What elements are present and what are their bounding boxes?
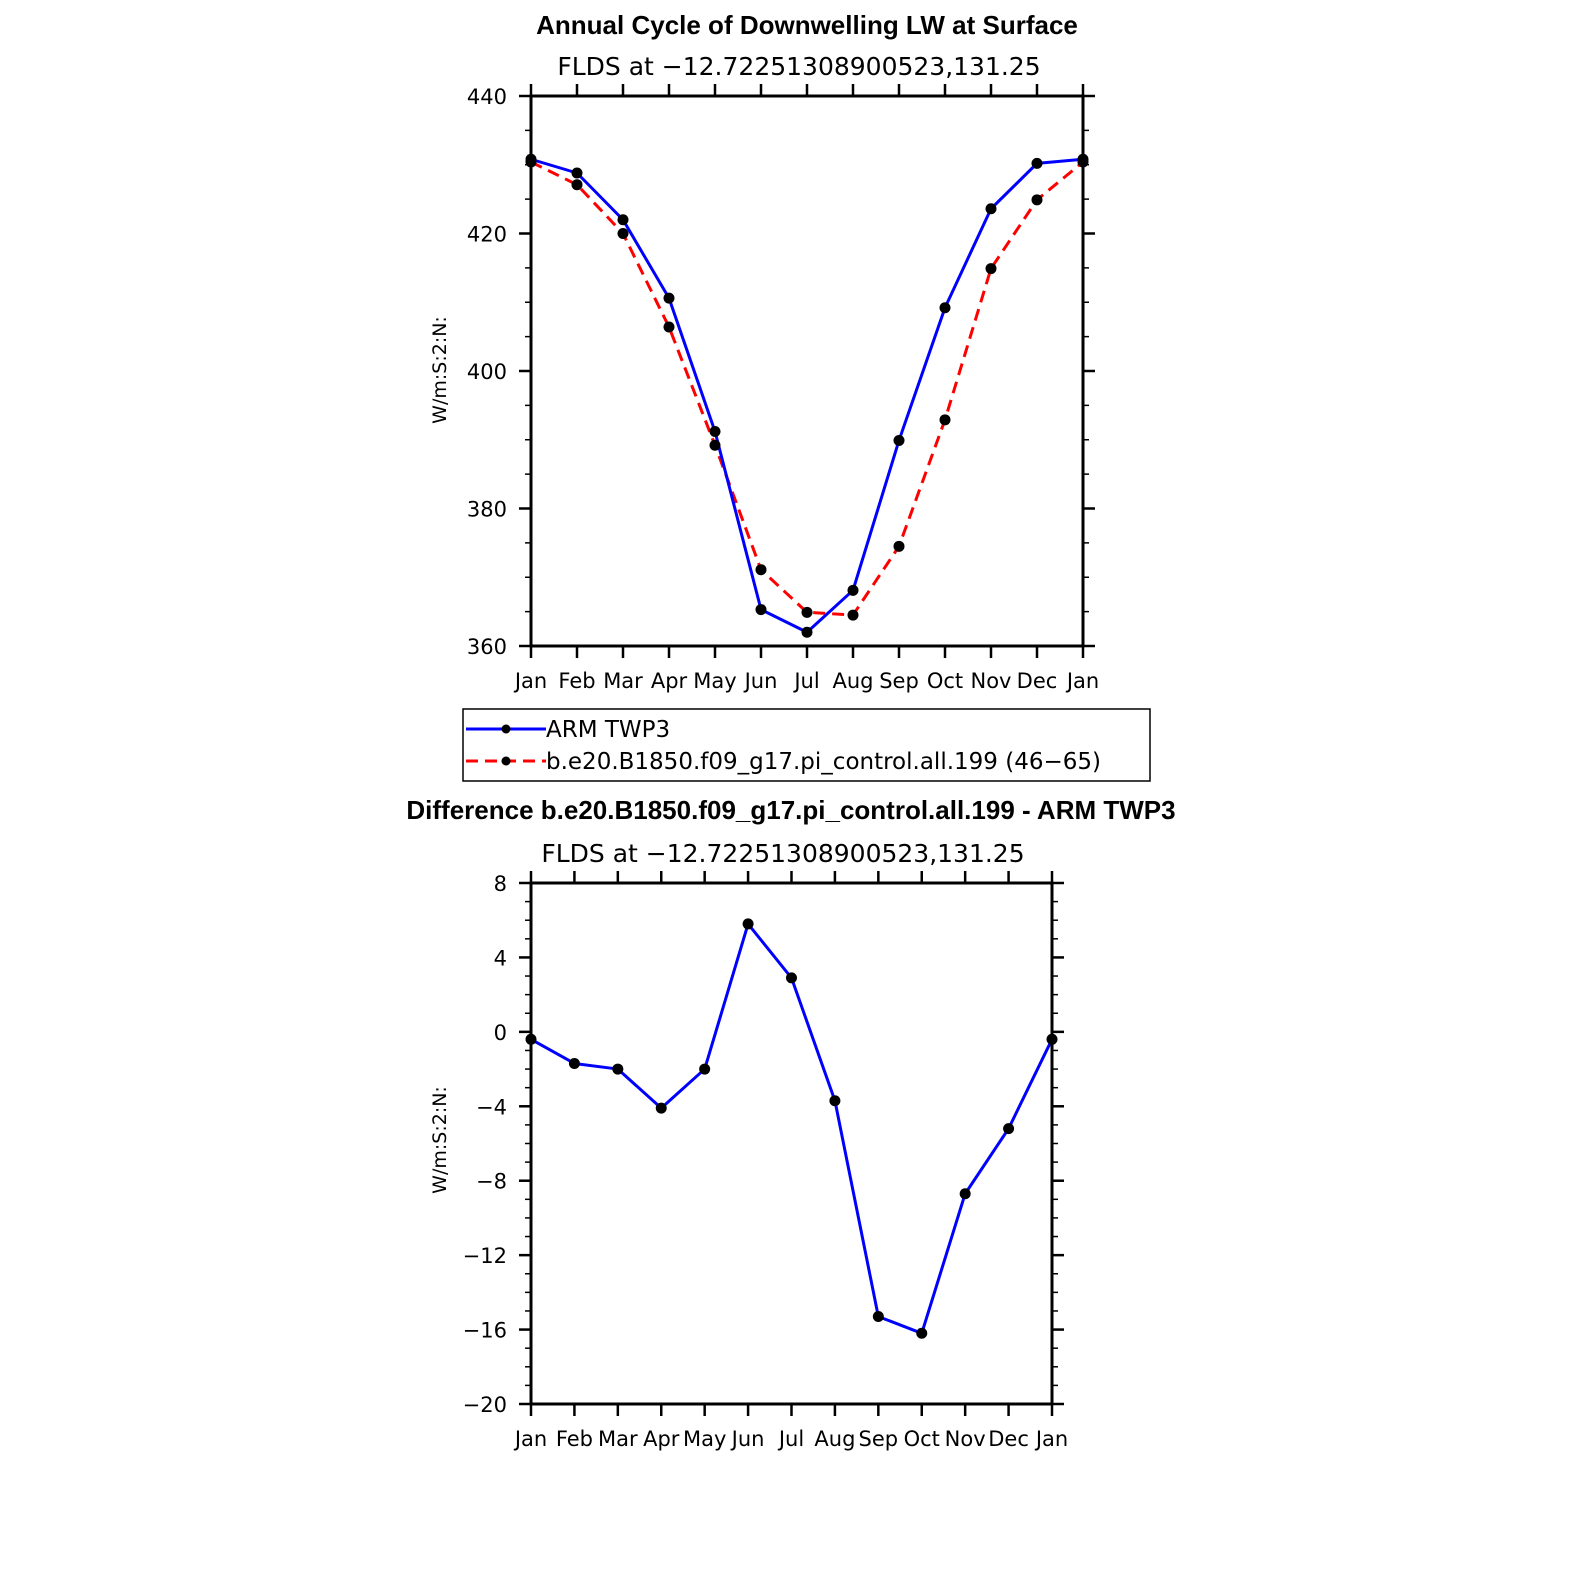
data-point	[618, 214, 629, 225]
y-tick-label: 400	[466, 360, 507, 384]
y-tick-label: −4	[476, 1095, 507, 1120]
data-point	[1032, 194, 1043, 205]
data-point	[960, 1188, 971, 1199]
data-point	[664, 322, 675, 333]
chart-subtitle: FLDS at −12.72251308900523,131.25	[557, 52, 1041, 81]
plot-frame	[531, 883, 1052, 1404]
x-tick-label: Dec	[988, 1427, 1029, 1451]
x-tick-label: Sep	[858, 1427, 899, 1451]
data-point	[986, 203, 997, 214]
data-point	[848, 585, 859, 596]
x-tick-label: Dec	[1016, 669, 1058, 693]
x-tick-label: Jan	[514, 669, 548, 693]
data-point	[1032, 158, 1043, 169]
data-point	[873, 1311, 884, 1322]
data-point	[894, 541, 905, 552]
chart-title: Annual Cycle of Downwelling LW at Surface	[536, 10, 1078, 40]
data-point	[656, 1103, 667, 1114]
data-point	[710, 440, 721, 451]
data-point	[664, 293, 675, 304]
y-tick-label: −20	[462, 1393, 507, 1417]
data-point	[940, 414, 951, 425]
data-point	[710, 426, 721, 437]
x-tick-label: Apr	[650, 669, 688, 693]
y-tick-label: −8	[476, 1169, 507, 1194]
x-tick-label: May	[682, 1427, 727, 1451]
legend	[463, 709, 1150, 781]
x-tick-label: Jul	[778, 1427, 805, 1451]
legend-label-arm: ARM TWP3	[546, 717, 671, 743]
data-point	[986, 263, 997, 274]
data-point	[848, 610, 859, 621]
data-point	[572, 168, 583, 179]
y-tick-label: 0	[493, 1020, 507, 1045]
data-point	[756, 604, 767, 615]
y-tick-label: 360	[466, 635, 507, 659]
plot-frame	[531, 96, 1083, 646]
data-point	[756, 564, 767, 575]
data-point	[569, 1058, 580, 1069]
x-tick-label: Nov	[970, 669, 1012, 693]
legend-label-model: b.e20.B1850.f09_g17.pi_control.all.199 (46−65)	[546, 749, 1101, 775]
x-tick-label: Jan	[514, 1427, 548, 1451]
data-point	[894, 435, 905, 446]
y-axis-label: W/m:S:2:N:	[429, 316, 451, 424]
y-tick-label: 8	[493, 872, 507, 896]
x-tick-label: Mar	[598, 1427, 638, 1451]
data-point	[699, 1064, 710, 1075]
y-axis-label: W/m:S:2:N:	[429, 1086, 451, 1194]
difference-chart	[406, 795, 1175, 1451]
x-tick-label: Mar	[603, 669, 643, 693]
y-tick-label: 4	[493, 946, 507, 971]
x-tick-label: Jun	[744, 669, 778, 693]
y-tick-label: −16	[462, 1318, 507, 1343]
x-tick-label: Jan	[1066, 669, 1100, 693]
annual-cycle-chart	[429, 10, 1150, 781]
data-point	[829, 1095, 840, 1106]
data-point	[916, 1328, 927, 1339]
data-point	[940, 302, 951, 313]
x-tick-label: Apr	[643, 1427, 680, 1451]
data-point	[743, 918, 754, 929]
data-point	[802, 607, 813, 618]
data-point	[802, 627, 813, 638]
legend-marker-arm	[502, 725, 511, 734]
data-point	[1003, 1123, 1014, 1134]
x-tick-label: Aug	[832, 669, 874, 693]
x-tick-label: Oct	[926, 669, 964, 693]
y-tick-label: 380	[466, 497, 507, 522]
chart-title: Difference b.e20.B1850.f09_g17.pi_control.all.199 - ARM TWP3	[406, 795, 1176, 825]
data-point	[612, 1064, 623, 1075]
legend-marker-model	[502, 757, 511, 766]
x-tick-label: May	[693, 669, 737, 693]
x-tick-label: Jul	[794, 669, 820, 693]
x-tick-label: Sep	[879, 669, 919, 693]
data-point	[618, 228, 629, 239]
chart-subtitle: FLDS at −12.72251308900523,131.25	[541, 839, 1025, 868]
series-line	[531, 924, 1052, 1333]
series-line	[531, 159, 1083, 632]
x-tick-label: Feb	[558, 669, 596, 693]
y-tick-label: 420	[466, 222, 507, 247]
y-tick-label: 440	[466, 85, 507, 109]
x-tick-label: Oct	[903, 1427, 940, 1451]
x-tick-label: Nov	[944, 1427, 986, 1451]
y-tick-label: −12	[462, 1244, 507, 1269]
x-tick-label: Aug	[814, 1427, 856, 1451]
data-point	[786, 972, 797, 983]
x-tick-label: Jun	[731, 1427, 765, 1451]
x-tick-label: Feb	[555, 1427, 594, 1451]
data-point	[572, 179, 583, 190]
series-line	[531, 162, 1083, 615]
x-tick-label: Jan	[1035, 1427, 1069, 1451]
